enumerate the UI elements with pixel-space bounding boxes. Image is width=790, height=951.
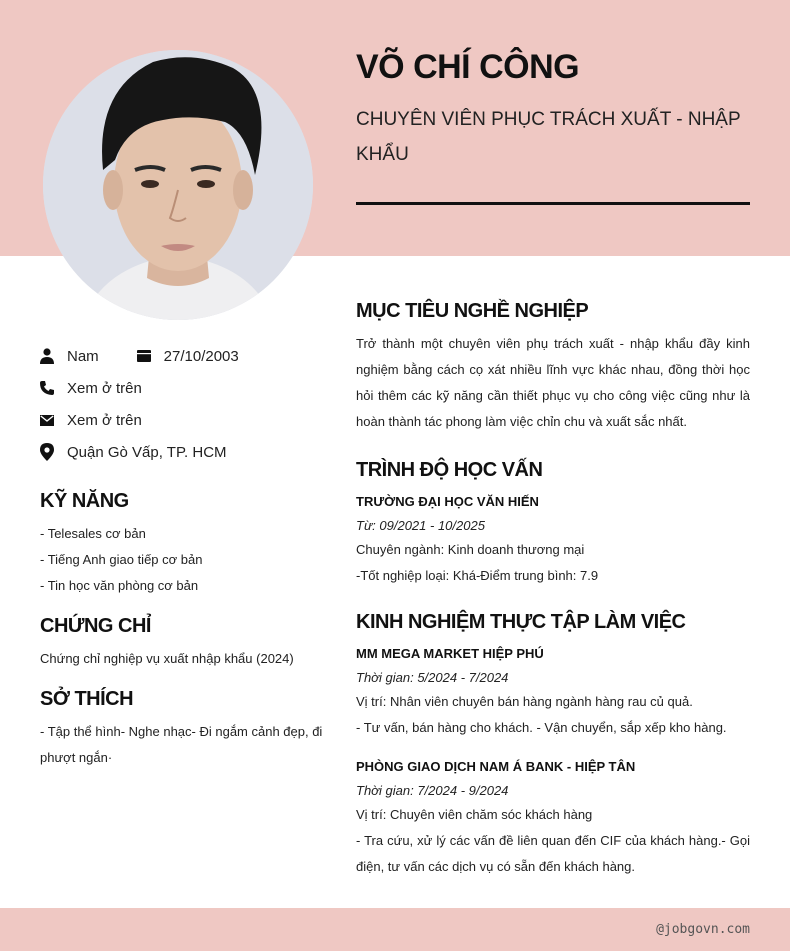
birthdate-item: [137, 347, 239, 365]
address-text: Quận Gò Vấp, TP. HCM: [67, 443, 227, 461]
skill-item: - Telesales cơ bản: [40, 526, 146, 541]
experience-tasks: - Tư vấn, bán hàng cho khách. - Vận chuyển, sắp xếp kho hàng.: [356, 720, 727, 735]
experience-time: Thời gian: 5/2024 - 7/2024: [356, 670, 509, 685]
portrait-image: [43, 50, 313, 320]
calendar-icon: [137, 347, 151, 365]
candidate-name: VÕ CHÍ CÔNG: [356, 48, 580, 86]
person-icon: [40, 347, 54, 365]
title-divider: [356, 202, 750, 205]
left-column: [40, 340, 325, 771]
gender-item: [40, 347, 99, 365]
objective-heading: MỤC TIÊU NGHỀ NGHIỆP: [356, 300, 589, 322]
skill-item: - Tin học văn phòng cơ bản: [40, 578, 199, 593]
right-column: [356, 300, 750, 880]
email-text: Xem ở trên: [67, 411, 142, 429]
experience-position: Vị trí: Chuyên viên chăm sóc khách hàng: [356, 807, 593, 822]
education-grade: -Tốt nghiệp loại: Khá-Điểm trung bình: 7.9: [356, 568, 599, 583]
info-row-phone: [40, 372, 325, 404]
phone-icon: [40, 379, 54, 397]
info-row-address: [40, 436, 325, 468]
skills-list: [40, 521, 325, 599]
job-title: CHUYÊN VIÊN PHỤC TRÁCH XUẤT - NHẬP KHẨU: [356, 109, 741, 165]
experience-position: Vị trí: Nhân viên chuyên bán hàng ngành hàng rau củ quả.: [356, 694, 693, 709]
certificate-item: Chứng chỉ nghiệp vụ xuất nhập khẩu (2024): [40, 651, 294, 666]
education-major: Chuyên ngành: Kinh doanh thương mại: [356, 542, 585, 557]
experience-heading: KINH NGHIỆM THỰC TẬP LÀM VIỆC: [356, 611, 686, 633]
info-row-email: [40, 404, 325, 436]
certificates-heading: CHỨNG CHỈ: [40, 615, 151, 637]
location-pin-icon: [40, 443, 54, 461]
experience-tasks: - Tra cứu, xử lý các vấn đề liên quan đến CIF của khách hàng.- Gọi điện, tư vấn các dịch vụ có sẵn đến khách hàng.: [356, 833, 750, 874]
experience-entry: [356, 642, 750, 741]
education-period: Từ: 09/2021 - 10/2025: [356, 518, 485, 533]
education-heading: TRÌNH ĐỘ HỌC VẤN: [356, 459, 543, 481]
birthdate-text: 27/10/2003: [163, 347, 239, 365]
hobbies-text: - Tập thể hình- Nghe nhạc- Đi ngắm cảnh đẹp, đi phượt ngắn·: [40, 724, 323, 765]
skill-item: - Tiếng Anh giao tiếp cơ bản: [40, 552, 203, 567]
skills-heading: KỸ NĂNG: [40, 490, 129, 512]
footer-watermark: @jobgovn.com: [656, 922, 750, 937]
objective-text: Trở thành một chuyên viên phụ trách xuất - nhập khẩu đầy kinh nghiệm bằng cách cọ xát nhiều lĩnh vực khác nhau, đồng thời học hỏi thêm các kỹ năng cần thiết phục vụ cho công việc cũng như là hoàn thành tác phong làm việc chỉn chu và xuất sắc nhất.: [356, 336, 750, 429]
gender-text: Nam: [67, 347, 99, 365]
experience-company: PHÒNG GIAO DỊCH NAM Á BANK - HIỆP TÂN: [356, 759, 636, 774]
experience-company: MM MEGA MARKET HIỆP PHÚ: [356, 646, 544, 661]
experience-time: Thời gian: 7/2024 - 9/2024: [356, 783, 509, 798]
info-row-gender-birthdate: [40, 340, 325, 372]
phone-text: Xem ở trên: [67, 379, 142, 397]
education-school: TRƯỜNG ĐẠI HỌC VĂN HIẾN: [356, 494, 539, 509]
hobbies-heading: SỞ THÍCH: [40, 688, 134, 710]
profile-photo: [43, 50, 313, 320]
experience-entry: [356, 755, 750, 880]
mail-icon: [40, 411, 54, 429]
